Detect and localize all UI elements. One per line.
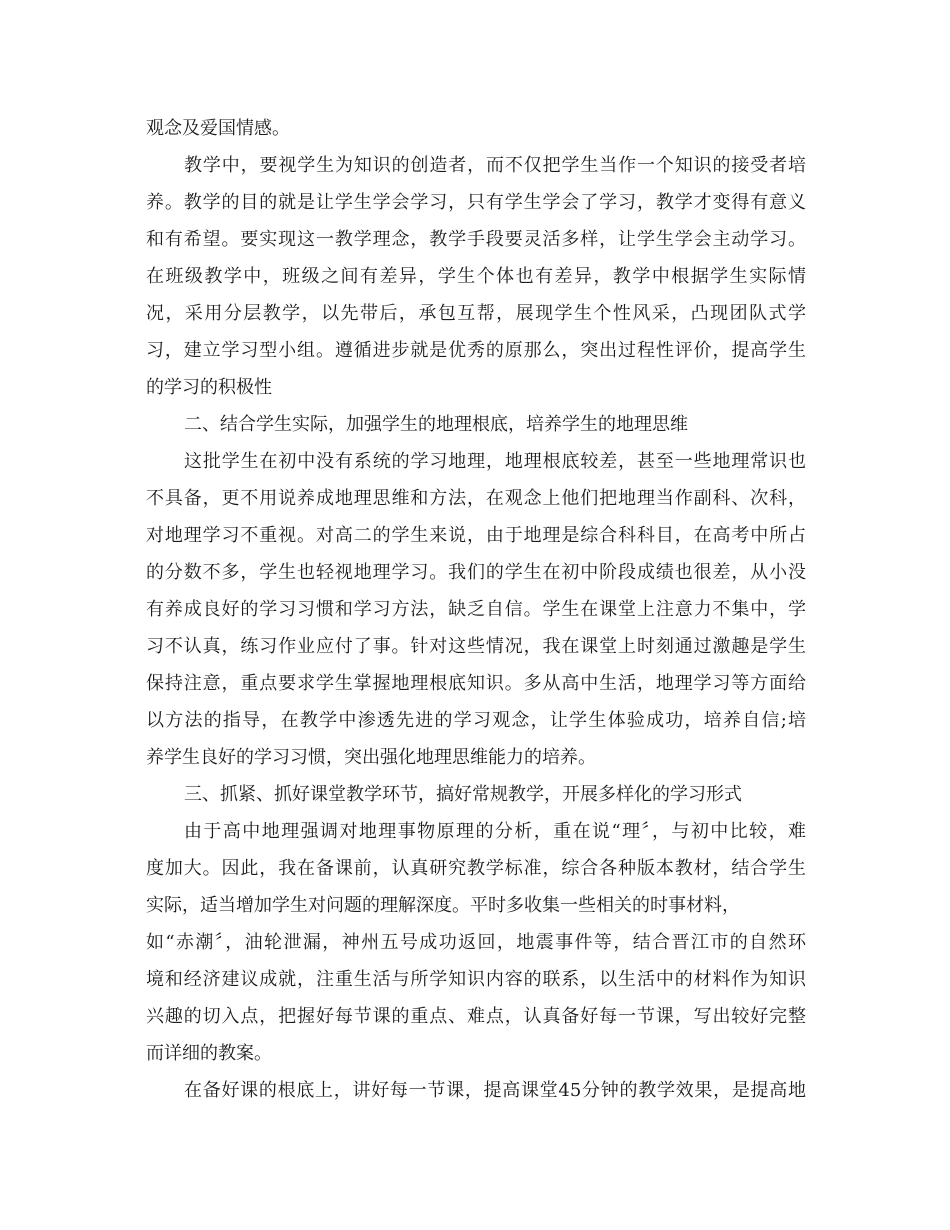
- text-line: 的分数不多，学生也轻视地理学习。我们的学生在初中阶段成绩也很差，从小没: [146, 562, 806, 583]
- text-line: 度加大。因此，我在备课前，认真研究教学标准，综合各种版本教材，结合学生: [146, 858, 806, 879]
- text-line: 境和经济建议成就，注重生活与所学知识内容的联系，以生活中的材料作为知识: [146, 969, 806, 990]
- text-line: 兴趣的切入点，把握好每节课的重点、难点，认真备好每一节课，写出较好完整: [146, 1006, 806, 1027]
- text-line: 实际，适当增加学生对问题的理解深度。平时多收集一些相关的时事材料，: [146, 895, 740, 916]
- text-line: 不具备，更不用说养成地理思维和方法，在观念上他们把地理当作副科、次科，: [146, 488, 806, 509]
- text-line: 观念及爱国情感。: [146, 118, 290, 139]
- paragraph-first-line: 由于高中地理强调对地理事物原理的分析，重在说“理〞，与初中比较，难: [184, 821, 806, 842]
- text-line: 养学生良好的学习习惯，突出强化地理思维能力的培养。: [146, 747, 596, 768]
- text-line: 习不认真，练习作业应付了事。针对这些情况，我在课堂上时刻通过激趣是学生: [146, 636, 806, 657]
- text-line: 在班级教学中，班级之间有差异，学生个体也有差异，教学中根据学生实际情: [146, 266, 806, 287]
- text-line: 养。教学的目的就是让学生学会学习，只有学生学会了学习，教学才变得有意义: [146, 192, 806, 213]
- document-body: [146, 110, 806, 1109]
- text-line: 习，建立学习型小组。遵循进步就是优秀的原那么，突出过程性评价，提高学生: [146, 340, 806, 361]
- section-heading: 三、抓紧、抓好课堂教学环节，搞好常规教学，开展多样化的学习形式: [184, 784, 742, 805]
- text-line: 有养成良好的学习习惯和学习方法，缺乏自信。学生在课堂上注意力不集中，学: [146, 599, 806, 620]
- text-line: 对地理学习不重视。对高二的学生来说，由于地理是综合科科目，在高考中所占: [146, 525, 806, 546]
- paragraph-first-line: 教学中，要视学生为知识的创造者，而不仅把学生当作一个知识的接受者培: [184, 155, 806, 176]
- section-heading: 二、结合学生实际，加强学生的地理根底，培养学生的地理思维: [184, 414, 688, 435]
- paragraph-first-line: 在备好课的根底上，讲好每一节课，提高课堂45分钟的教学效果，是提高地: [184, 1080, 806, 1101]
- text-line: 而详细的教案。: [146, 1043, 272, 1064]
- paragraph-first-line: 这批学生在初中没有系统的学习地理，地理根底较差，甚至一些地理常识也: [184, 451, 806, 472]
- text-line: 如“赤潮〞，油轮泄漏，神州五号成功返回，地震事件等，结合晋江市的自然环: [146, 932, 806, 953]
- text-line: 以方法的指导，在教学中渗透先进的学习观念，让学生体验成功，培养自信;培: [146, 710, 806, 731]
- text-line: 况，采用分层教学，以先带后，承包互帮，展现学生个性风采，凸现团队式学: [146, 303, 806, 324]
- text-line: 的学习的积极性: [146, 377, 272, 398]
- text-line: 和有希望。要实现这一教学理念，教学手段要灵活多样，让学生学会主动学习。: [146, 229, 806, 250]
- text-line: 保持注意，重点要求学生掌握地理根底知识。多从高中生活，地理学习等方面给: [146, 673, 806, 694]
